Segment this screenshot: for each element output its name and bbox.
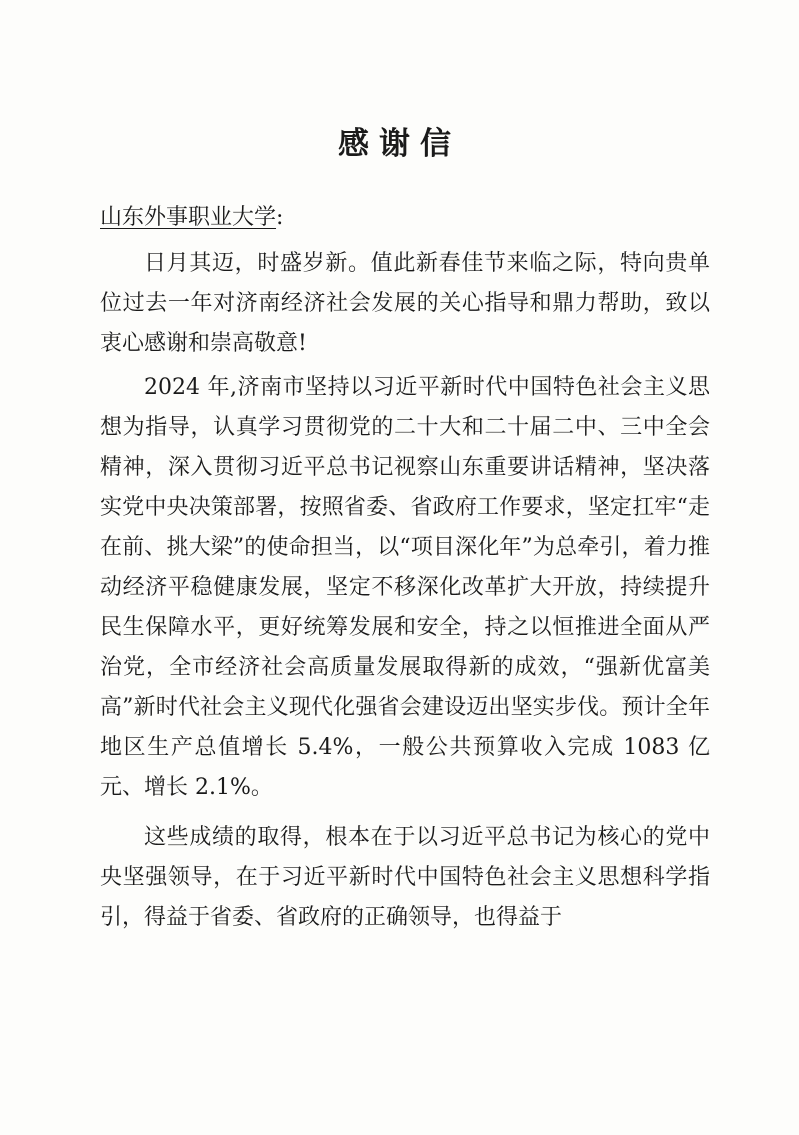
paragraph-achievements: 2024 年,济南市坚持以习近平新时代中国特色社会主义思想为指导，认真学习贯彻党的二十大和二十届二中、三中全会精神，深入贯彻习近平总书记视察山东重要讲话精神，坚决落实党中央决策部署，按照省委、省政府工作要求，坚定扛牢“走在前、挑大梁”的使命担当，以“项目深化年”为总牵引，着力推动经济平稳健康发展，坚定不移深化改革扩大开放，持续提升民生保障水平，更好统筹发展和安全，持之以恒推进全面从严治党，全市经济社会高质量发展取得新的成效，“强新优富美高”新时代社会主义现代化强省会建设迈出坚实步伐。预计全年地区生产总值增长 5.4%，一般公共预算收入完成 1083 亿元、增长 2.1%。 bbox=[100, 375, 710, 800]
addressee: 山东外事职业大学 bbox=[100, 205, 277, 230]
salutation bbox=[100, 198, 710, 238]
paragraph-acknowledgement: 这些成绩的取得，根本在于以习近平总书记为核心的党中央坚强领导，在于习近平新时代中国特色社会主义思想科学指引，得益于省委、省政府的正确领导，也得益于 bbox=[100, 825, 710, 930]
addressee-colon: : bbox=[276, 205, 284, 230]
letter-body bbox=[100, 198, 710, 942]
letter-title: 感谢信 bbox=[338, 126, 461, 162]
paragraph-greeting: 日月其迈，时盛岁新。值此新春佳节来临之际，特向贵单位过去一年对济南经济社会发展的关心指导和鼎力帮助，致以衷心感谢和崇高敬意! bbox=[100, 251, 710, 356]
